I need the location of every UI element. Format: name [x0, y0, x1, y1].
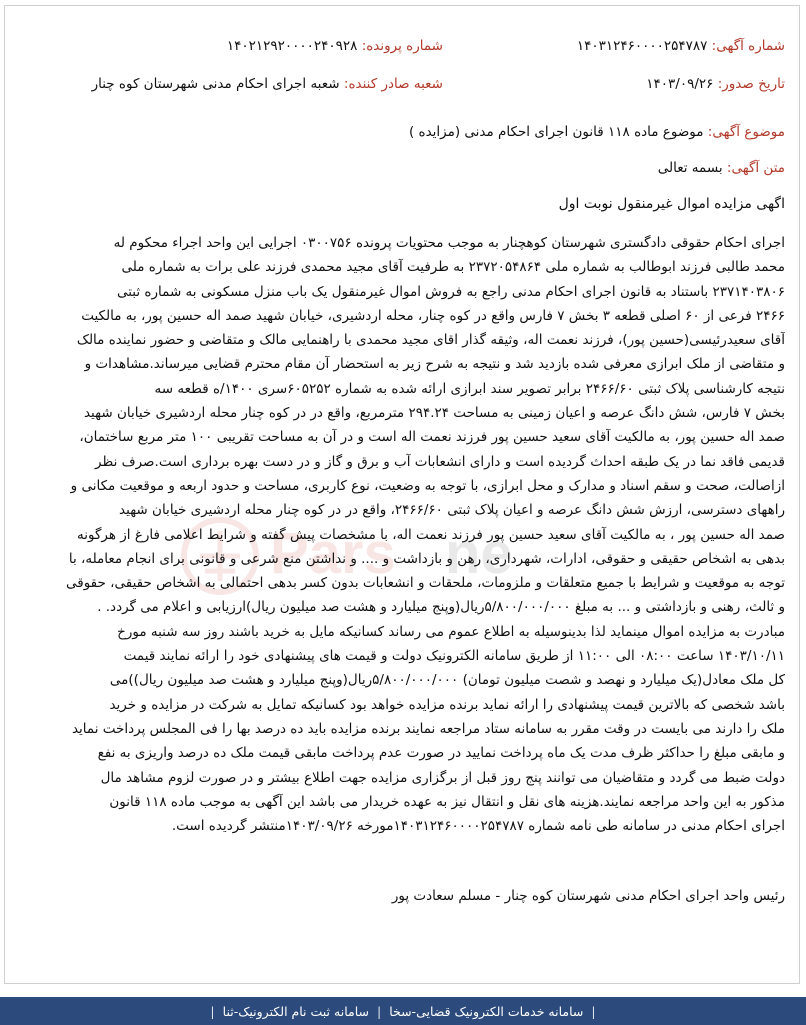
subject-label: موضوع آگهی:: [707, 124, 785, 140]
notice-page: [4, 5, 800, 984]
body-line: ۲۳۷۱۴۰۳۸۰۶ باستناد به قانون اجرای احکام مدنی راجع به فروش اموال غیرمنقول یک باب منزل مسکونی به شماره ثبتی: [116, 283, 785, 300]
body-line: اجرای احکام مدنی در سامانه طی نامه شماره ۱۴۰۳۱۲۴۶۰۰۰۰۲۵۴۷۸۷مورخه ۱۴۰۳/۰۹/۲۶منتشر گردیده است.: [171, 818, 785, 835]
body-line: قدیمی فاقد نما در یک طبقه احداث گردیده است و دارای انشعابات آب و برق و گاز و در دست بهره برداری است.صرف نظر: [95, 453, 785, 470]
footer-separator-right: |: [591, 1003, 596, 1019]
body-line: باشد شخصی که بالاترین قیمت پیشنهادی را ارائه نماید برنده مزایده خواهد بود کسانیکه تمایل به شرکت در مزایده و خرید: [109, 696, 785, 713]
body-line: مذکور به این واحد مراجعه نمایند.هزینه های نقل و انتقال نیز به عهده خریدار می باشد این آگهی به موجب ماده ۱۱۸ قانون: [109, 793, 785, 810]
text-header-label: متن آگهی:: [726, 160, 785, 176]
notice-number: [577, 38, 785, 54]
signature: رئیس واحد اجرای احکام مدنی شهرستان کوه چنار - مسلم سعادت پور: [391, 888, 785, 904]
body-line: نتیجه کارشناسی پلاک ثبتی ۲۴۶۶/۶۰ برابر تصویر سند ابرازی ارائه شده به شماره ۶۰۵۲۵۲سری ۱۴۰۰/ه قطعه سه: [154, 380, 785, 397]
issuer: [92, 76, 443, 92]
body-line: بدهی به اشخاص حقیقی و حقوقی، ادارات، شهرداری، رهن و بازداشت و .... و نداشتن منع شرعی و قانونی برای انجام معامله، با: [68, 550, 785, 567]
body-line: مبادرت به مزایده اموال مینماید لذا بدینوسیله به اطلاع عموم می رساند کسانیکه مایل به خرید باشند روز سه شنبه مورخ: [117, 623, 785, 640]
notice-body: [25, 231, 785, 838]
body-line: ازاصالت، صحت و سقم اسناد و مدارک و محل ابرازی، با توجه به وضعیت، نوع کاربری، مساحت و حدود اربعه و موقعیت مکانی و: [70, 477, 785, 494]
body-line: ۱۴۰۳/۱۰/۱۱ ساعت ۰۸:۰۰ الی ۱۱:۰۰ از طریق سامانه الکترونیک دولت و قیمت های پیشنهادی خود را ارائه نمایند قیمت: [123, 648, 785, 665]
body-line: محمد طالبی فرزند ابوطالب به شماره ملی ۲۳۷۲۰۵۴۸۶۴ به طرفیت آقای مجید محمدی فرزند علی برات به شماره ملی: [121, 259, 785, 276]
body-line: اجرای احکام حقوقی دادگستری شهرستان کوهچنار به موجب محتویات پرونده ۰۳۰۰۷۵۶ اجرایی این واحد اجراء محکوم له: [113, 235, 785, 251]
notice-number-value: ۱۴۰۳۱۲۴۶۰۰۰۰۲۵۴۷۸۷: [576, 38, 708, 54]
text-header: [658, 160, 785, 176]
issuer-label: شعبه صادر کننده:: [343, 76, 443, 92]
body-line: ملک را دارند می بایست در وقت مقرر به سامانه ستاد مراجعه نمایند برنده مزایده باید ده درصد بها را فی المجلس پرداخت نماید: [71, 720, 785, 737]
body-line: و ثالث، رهنی و بازداشتی و ... به مبلغ ۵/۸۰۰/۰۰۰/۰۰۰ریال(وپنج میلیارد و هشت صد میلیون ریال)ارزیابی و اعلام می گردد. .: [97, 599, 785, 616]
footer-link-sakha[interactable]: سامانه خدمات الکترونیک قضایی-سخا: [389, 1003, 584, 1019]
body-line: صمد اله حسین پور ، به مالکیت آقای سعید حسین پور فرزند نعمت اله، با مشخصات پیش گفته و شرایط اعلامی فارغ از هرگونه: [77, 526, 785, 543]
subject: [409, 124, 785, 140]
footer-bar: [0, 997, 806, 1025]
notice-title: اگهی مزایده اموال غیرمنقول نوبت اول: [558, 196, 785, 212]
issue-date-label: تاریخ صدور:: [717, 76, 785, 92]
case-number-value: ۱۴۰۲۱۲۹۲۰۰۰۰۲۴۰۹۲۸: [226, 38, 358, 54]
footer-separator-mid: |: [376, 1003, 382, 1019]
case-number-label: شماره پرونده:: [361, 38, 443, 54]
notice-number-label: شماره آگهی:: [711, 38, 785, 54]
issue-date: [646, 76, 785, 92]
footer-link-sana[interactable]: سامانه ثبت نام الکترونیک-ثنا: [222, 1003, 369, 1019]
body-line: راههای دسترسی، ارزش شش دانگ عرصه و اعیان پلاک ثبتی ۲۴۶۶/۶۰، واقع در در کوه چنار محله اردشیری خیابان شهید: [119, 502, 785, 519]
body-line: و متقاضی از ملک ابرازی معرفی شده بازدید شد و نتیجه به شرح زیر به استحضار آن مقام محترم قضایی میرساند.مشاهدات و: [84, 356, 785, 373]
text-header-value: بسمه تعالی: [657, 160, 723, 176]
watermark-brand: Pars: [270, 521, 396, 586]
subject-value: موضوع ماده ۱۱۸ قانون اجرای احکام مدنی (مزایده ): [408, 124, 704, 140]
body-line: بخش ۷ فارس، شش دانگ عرصه و اعیان زمینی به مساحت ۲۹۴.۲۴ مترمربع، واقع در در کوه چنار محله اردشیری خیابان شهید: [83, 405, 785, 422]
case-number: [227, 38, 443, 54]
body-line: توجه به موقعیت و شرایط با جمیع متعلقات و ملزومات، ملحقات و انشعابات بدون کسر بدهی احتمالی به اشخاص حقیقی، حقوقی: [65, 575, 785, 592]
body-line: صمد اله حسین پور، به مالکیت آقای سعید حسین پور فرزند نعمت اله است و در آن به مساحت تقریبی ۱۰۰ متر مربع ساختمان،: [79, 429, 785, 446]
body-line: کل ملک معادل(یک میلیارد و نهصد و شصت میلیون تومان) ۵/۸۰۰/۰۰۰/۰۰۰ریال(وپنج میلیارد و هشت صد میلیون ریال))می: [109, 672, 785, 689]
issuer-value: شعبه اجرای احکام مدنی شهرستان کوه چنار: [91, 76, 340, 92]
issue-date-value: ۱۴۰۳/۰۹/۲۶: [646, 76, 714, 92]
watermark-suffix: ne: [445, 521, 513, 586]
body-line: ۲۴۶۶ فرعی از ۶۰ اصلی قطعه ۳ بخش ۷ فارس واقع در کوه چنار، محله اردشیری، خیابان شهید صمد اله حسین پور، به مالکیت: [81, 307, 785, 324]
body-line: دولت ضبط می گردد و متقاضیان می توانند پنج روز قبل از برگزاری مزایده جهت اطلاع بیشتر و در صورت لزوم مشاهد مال: [100, 769, 785, 786]
footer-separator-left: |: [210, 1003, 215, 1019]
body-line: آقای سعیدرئیسی(حسین پور)، فرزند نعمت اله، وثیقه گذار اقای مجید محمدی با راهنمایی مالک و متقاضی و حضور نماینده مالک: [76, 332, 785, 349]
body-line: و مابقی مبلغ را حداکثر ظرف مدت یک ماه پرداخت نمایید در صورت عدم پرداخت مابقی قیمت ملک ده درصد واریزی به نفع: [97, 745, 785, 762]
